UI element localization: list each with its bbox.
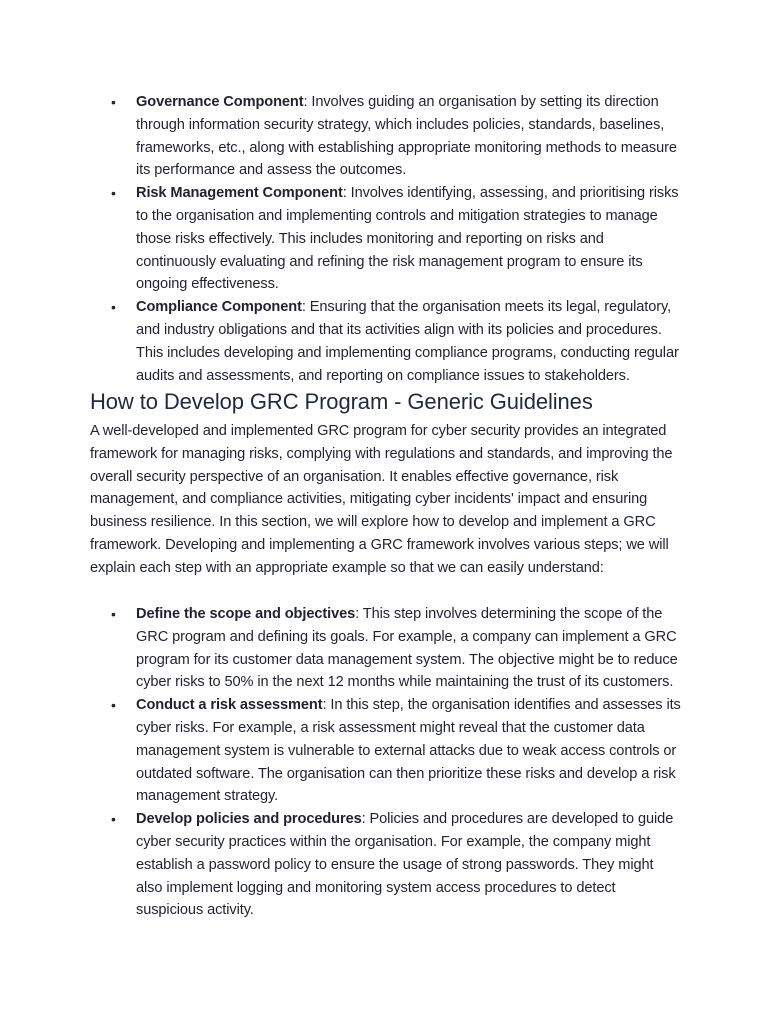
bullet-icon: • <box>111 94 116 110</box>
list-item-compliance <box>0 296 768 387</box>
list-item-term: Define the scope and objectives <box>136 606 356 622</box>
list-item-text: : Involves guiding an organisation by setting its direction through information security strategy, which includes policies, standards, baselines, frameworks, etc., along with establishing appropriate monitoring methods to measure its performance and assess the outcomes. <box>136 94 677 179</box>
grc-components-list <box>0 91 768 387</box>
list-item-text: : Ensuring that the organisation meets its legal, regulatory, and industry obligations and that its activities align with its policies and procedures. This includes developing and implementing compliance programs, conducting regular audits and assessments, and reporting on compliance issues to stakeholders. <box>136 299 679 384</box>
list-item-governance <box>0 91 768 182</box>
bullet-icon: • <box>111 811 116 828</box>
list-item-text: : Involves identifying, assessing, and prioritising risks to the organisation and implementing controls and mitigation strategies to manage those risks effectively. This includes monitoring and reporting on risks and continuously evaluating and refining the risk management program to ensure its ongoing effectiveness. <box>136 185 679 293</box>
list-item-risk-management <box>0 182 768 296</box>
bullet-icon: • <box>111 299 116 316</box>
list-item-text: : Policies and procedures are developed to guide cyber security practices within the organisation. For example, the company might establish a password policy to ensure the usage of strong passwords. They might also implement logging and monitoring system access procedures to detect suspicious activity. <box>136 811 674 919</box>
list-item-term: Risk Management Component <box>136 185 343 202</box>
list-item-risk-assessment <box>0 694 768 808</box>
bullet-icon: • <box>111 185 116 202</box>
list-item-policies <box>0 808 768 922</box>
list-item-text: : In this step, the organisation identifies and assesses its cyber risks. For example, a risk assessment might reveal that the customer data management system is vulnerable to external attacks due to weak access controls or outdated software. The organisation can then prioritize these risks and develop a risk management strategy. <box>136 697 681 805</box>
list-item-term: Governance Component <box>136 94 304 110</box>
list-item-term: Conduct a risk assessment <box>136 697 323 714</box>
grc-steps-list <box>0 603 768 922</box>
list-item-define-scope <box>0 603 768 694</box>
intro-paragraph: A well-developed and implemented GRC program for cyber security provides an integrated framework for managing risks, complying with regulations and standards, and improving the overall security perspective of an organisation. It enables effective governance, risk management, and compliance activities, mitigating cyber incidents' impact and ensuring business resilience. In this section, we will explore how to develop and implement a GRC framework. Developing and implementing a GRC framework involves various steps; we will explain each step with an appropriate example so that we can easily understand: <box>90 423 673 576</box>
bullet-icon: • <box>111 606 116 622</box>
section-heading: How to Develop GRC Program - Generic Guidelines <box>90 389 593 414</box>
list-item-text: : This step involves determining the scope of the GRC program and defining its goals. For example, a company can implement a GRC program for its customer data management system. The objective might be to reduce cyber risks to 50% in the next 12 months while maintaining the trust of its customers. <box>136 606 678 691</box>
list-item-term: Develop policies and procedures <box>136 811 362 828</box>
bullet-icon: • <box>111 697 116 714</box>
list-item-term: Compliance Component <box>136 299 302 316</box>
